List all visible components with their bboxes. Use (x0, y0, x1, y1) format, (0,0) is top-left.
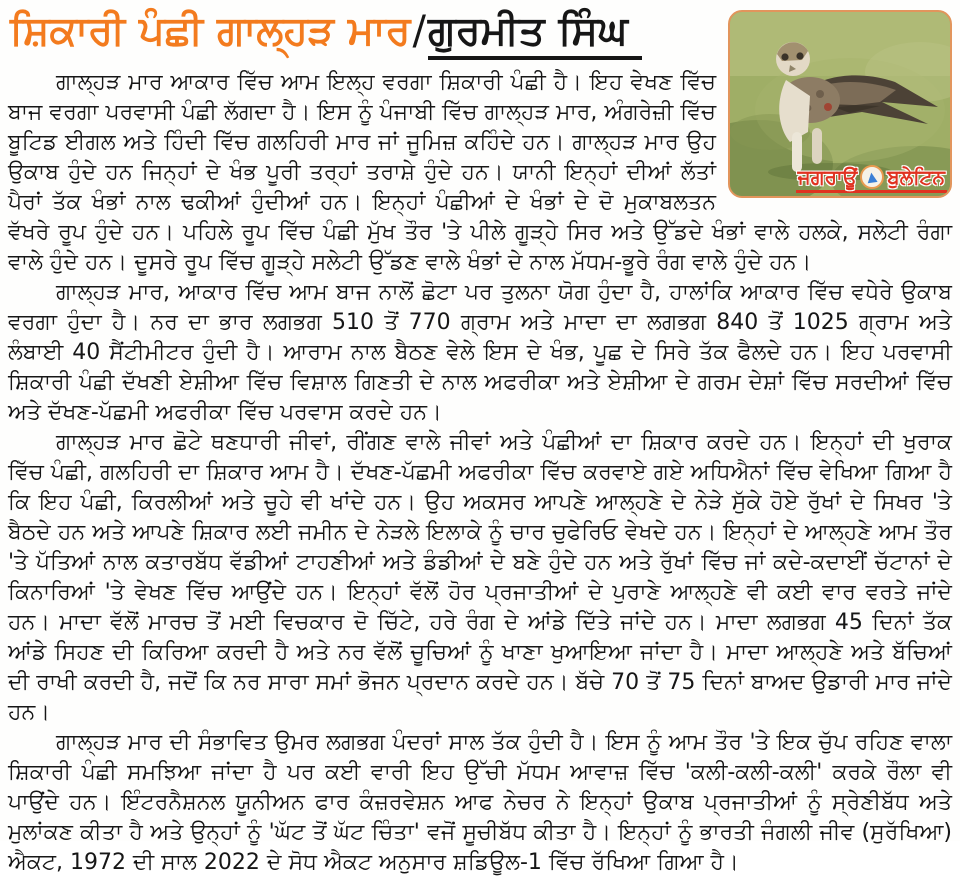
body-paragraph-3: ਗਾਲ੍ਹੜ ਮਾਰ ਛੋਟੇ ਥਣਧਾਰੀ ਜੀਵਾਂ, ਰੀਂਗਣ ਵਾਲੇ ਜੀਵਾਂ ਅਤੇ ਪੰਛੀਆਂ ਦਾ ਸ਼ਿਕਾਰ ਕਰਦੇ ਹਨ। ਇਨ੍ਹਾਂ ਦੀ ਖੁਰਾਕ ਵਿੱਚ ਪੰਛੀ, ਗਲਹਿਰੀ ਦਾ ਸ਼ਿਕਾਰ ਆਮ ਹੈ। ਦੱਖਣ-ਪੱਛਮੀ ਅਫਰੀਕਾ ਵਿੱਚ ਕਰਵਾਏ ਗਏ ਅਧਿਐਨਾਂ ਵਿੱਚ ਵੇਖਿਆ ਗਿਆ ਹੈ ਕਿ ਇਹ ਪੰਛੀ, ਕਿਰਲੀਆਂ ਅਤੇ ਚੂਹੇ ਵੀ ਖਾਂਦੇ ਹਨ। ਉਹ ਅਕਸਰ ਆਪਣੇ ਆਲ੍ਹਣੇ ਦੇ ਨੇੜੇ ਸੁੱਕੇ ਹੋਏ ਰੁੱਖਾਂ ਦੇ ਸਿਖਰ 'ਤੇ ਬੈਠਦੇ ਹਨ ਅਤੇ ਆਪਣੇ ਸ਼ਿਕਾਰ ਲਈ ਜਮੀਨ ਦੇ ਨੇੜਲੇ ਇਲਾਕੇ ਨੂੰ ਚਾਰ ਚੁਫੇਰਿਓ ਵੇਖਦੇ ਹਨ। ਇਨ੍ਹਾਂ ਦੇ ਆਲ੍ਹਣੇ ਆਮ ਤੌਰ 'ਤੇ ਪੱਤਿਆਂ ਨਾਲ ਕਤਾਰਬੱਧ ਵੱਡੀਆਂ ਟਾਹਣੀਆਂ ਅਤੇ ਡੰਡੀਆਂ ਦੇ ਬਣੇ ਹੁੰਦੇ ਹਨ ਅਤੇ ਰੁੱਖਾਂ ਵਿੱਚ ਜਾਂ ਕਦੇ-ਕਦਾਈਂ ਚੱਟਾਨਾਂ ਦੇ ਕਿਨਾਰਿਆਂ 'ਤੇ ਵੇਖਣ ਵਿੱਚ ਆਉਂਦੇ ਹਨ। ਇਨ੍ਹਾਂ ਵੱਲੋਂ ਹੋਰ ਪ੍ਰਜਾਤੀਆਂ ਦੇ ਪੁਰਾਣੇ ਆਲ੍ਹਣੇ ਵੀ ਕਈ ਵਾਰ ਵਰਤੇ ਜਾਂਦੇ ਹਨ। ਮਾਦਾ ਵੱਲੋਂ ਮਾਰਚ ਤੋਂ ਮਈ ਵਿਚਕਾਰ ਦੋ ਚਿੱਟੇ, ਹਰੇ ਰੰਗ ਦੇ ਆਂਡੇ ਦਿੱਤੇ ਜਾਂਦੇ ਹਨ। ਮਾਦਾ ਲਗਭਗ 45 ਦਿਨਾਂ ਤੱਕ ਆਂਡੇ ਸਿਹਣ ਦੀ ਕਿਰਿਆ ਕਰਦੀ ਹੈ ਅਤੇ ਨਰ ਵੱਲੋਂ ਚੂਚਿਆਂ ਨੂੰ ਖਾਣਾ ਖੁਆਇਆ ਜਾਂਦਾ ਹੈ। ਮਾਦਾ ਆਲ੍ਹਣੇ ਅਤੇ ਬੱਚਿਆਂ ਦੀ ਰਾਖੀ ਕਰਦੀ ਹੈ, ਜਦੋਂ ਕਿ ਨਰ ਸਾਰਾ ਸਮਾਂ ਭੋਜਨ ਪ੍ਰਦਾਨ ਕਰਦੇ ਹਨ। ਬੱਚੇ 70 ਤੋਂ 75 ਦਿਨਾਂ ਬਾਅਦ ਉਡਾਰੀ ਮਾਰ ਜਾਂਦੇ ਹਨ। (8, 430, 952, 725)
headline-separator: / (412, 8, 426, 54)
headline-title: ਸ਼ਿਕਾਰੀ ਪੰਛੀ ਗਾਲ੍ਹੜ ਮਾਰ (10, 8, 411, 54)
watermark-text-left: ਜਗਰਾਊਂ (797, 165, 858, 189)
body-paragraph-1: ਗਾਲ੍ਹੜ ਮਾਰ ਆਕਾਰ ਵਿੱਚ ਆਮ ਇਲ੍ਹ ਵਰਗਾ ਸ਼ਿਕਾਰੀ ਪੰਛੀ ਹੈ। ਇਹ ਵੇਖਣ ਵਿੱਚ ਬਾਜ ਵਰਗਾ ਪਰਵਾਸੀ ਪੰਛੀ ਲੱਗਦਾ ਹੈ। ਇਸ ਨੂੰ ਪੰਜਾਬੀ ਵਿੱਚ ਗਾਲ੍ਹੜ ਮਾਰ, ਅੰਗਰੇਜ਼ੀ ਵਿੱਚ ਬੂਟਿਡ ਈਗਲ ਅਤੇ ਹਿੰਦੀ ਵਿੱਚ ਗਲਹਿਰੀ ਮਾਰ ਜਾਂ ਜੂਮਿਜ਼ ਕਹਿੰਦੇ ਹਨ। ਗਾਲ੍ਹੜ ਮਾਰ ਉਹ ਉਕਾਬ ਹੁੰਦੇ ਹਨ ਜਿਨ੍ਹਾਂ ਦੇ ਖੰਭ ਪੂਰੀ ਤਰ੍ਹਾਂ ਤਰਾਸ਼ੇ ਹੁੰਦੇ ਹਨ। ਯਾਨੀ ਇਨ੍ਹਾਂ ਦੀਆਂ ਲੱਤਾਂ ਪੈਰਾਂ ਤੱਕ ਖੰਭਾਂ ਨਾਲ ਢਕੀਆਂ ਹੁੰਦੀਆਂ ਹਨ। ਇਨ੍ਹਾਂ ਪੰਛੀਆਂ ਦੇ ਖੰਭਾਂ ਦੇ ਦੋ ਮੁਕਾਬਲਤਨ ਵੱਖਰੇ ਰੂਪ ਹੁੰਦੇ ਹਨ। ਪਹਿਲੇ ਰੂਪ ਵਿੱਚ ਪੰਛੀ ਮੁੱਖ ਤੌਰ 'ਤੇ ਪੀਲੇ ਗੂੜ੍ਹੇ ਸਿਰ ਅਤੇ ਉੱਡਦੇ ਖੰਭਾਂ ਵਾਲੇ ਹਲਕੇ, ਸਲੇਟੀ ਰੰਗਾ ਵਾਲੇ ਹੁੰਦੇ ਹਨ। ਦੂਸਰੇ ਰੂਪ ਵਿੱਚ ਗੂੜ੍ਹੇ ਸਲੇਟੀ ਉੱਡਣ ਵਾਲੇ ਖੰਭਾਂ ਦੇ ਨਾਲ ਮੱਧਮ-ਭੂਰੇ ਰੰਗ ਵਾਲੇ ਹੁੰਦੇ ਹਨ। (8, 70, 952, 275)
bird-photo (728, 10, 952, 198)
body-paragraph-2: ਗਾਲ੍ਹੜ ਮਾਰ, ਆਕਾਰ ਵਿੱਚ ਆਮ ਬਾਜ ਨਾਲੋਂ ਛੋਟਾ ਪਰ ਤੁਲਨਾ ਯੋਗ ਹੁੰਦਾ ਹੈ, ਹਾਲਾਂਕਿ ਆਕਾਰ ਵਿੱਚ ਵਧੇਰੇ ਉਕਾਬ ਵਰਗਾ ਹੁੰਦਾ ਹੈ। ਨਰ ਦਾ ਭਾਰ ਲਗਭਗ 510 ਤੋਂ 770 ਗ੍ਰਾਮ ਅਤੇ ਮਾਦਾ ਦਾ ਲਗਭਗ 840 ਤੋਂ 1025 ਗ੍ਰਾਮ ਅਤੇ ਲੰਬਾਈ 40 ਸੈਂਟੀਮੀਟਰ ਹੁੰਦੀ ਹੈ। ਆਰਾਮ ਨਾਲ ਬੈਠਣ ਵੇਲੇ ਇਸ ਦੇ ਖੰਭ, ਪੂਛ ਦੇ ਸਿਰੇ ਤੱਕ ਫੈਲਦੇ ਹਨ। ਇਹ ਪਰਵਾਸੀ ਸ਼ਿਕਾਰੀ ਪੰਛੀ ਦੱਖਣੀ ਏਸ਼ੀਆ ਵਿੱਚ ਵਿਸ਼ਾਲ ਗਿਣਤੀ ਦੇ ਨਾਲ ਅਫਰੀਕਾ ਅਤੇ ਏਸ਼ੀਆ ਦੇ ਗਰਮ ਦੇਸ਼ਾਂ ਵਿੱਚ ਸਰਦੀਆਂ ਵਿੱਚ ਅਤੇ ਦੱਖਣ-ਪੱਛਮੀ ਅਫਰੀਕਾ ਵਿੱਚ ਪਰਵਾਸ ਕਰਦੇ ਹਨ। (8, 280, 952, 425)
jagraon-bulletin-watermark (796, 165, 947, 193)
watermark-text-right: ਬੁਲੇਟਿਨ (887, 165, 945, 189)
body-paragraph-4: ਗਾਲ੍ਹੜ ਮਾਰ ਦੀ ਸੰਭਾਵਿਤ ਉਮਰ ਲਗਭਗ ਪੰਦਰਾਂ ਸਾਲ ਤੱਕ ਹੁੰਦੀ ਹੈ। ਇਸ ਨੂੰ ਆਮ ਤੌਰ 'ਤੇ ਇਕ ਚੁੱਪ ਰਹਿਣ ਵਾਲਾ ਸ਼ਿਕਾਰੀ ਪੰਛੀ ਸਮਝਿਆ ਜਾਂਦਾ ਹੈ ਪਰ ਕਈ ਵਾਰੀ ਇਹ ਉੱਚੀ ਮੱਧਮ ਆਵਾਜ਼ ਵਿੱਚ 'ਕਲੀ-ਕਲੀ-ਕਲੀ' ਕਰਕੇ ਰੌਲਾ ਵੀ ਪਾਉਂਦੇ ਹਨ। ਇੰਟਰਨੈਸ਼ਨਲ ਯੂਨੀਅਨ ਫਾਰ ਕੰਜ਼ਰਵੇਸ਼ਨ ਆਫ ਨੇਚਰ ਨੇ ਇਨ੍ਹਾਂ ਉਕਾਬ ਪ੍ਰਜਾਤੀਆਂ ਨੂੰ ਸ੍ਰੇਣੀਬੱਧ ਅਤੇ ਮੁਲਾਂਕਣ ਕੀਤਾ ਹੈ ਅਤੇ ਉਨ੍ਹਾਂ ਨੂੰ 'ਘੱਟ ਤੋਂ ਘੱਟ ਚਿੰਤਾ' ਵਜੋਂ ਸੂਚੀਬੱਧ ਕੀਤਾ ਹੈ। ਇਨ੍ਹਾਂ ਨੂੰ ਭਾਰਤੀ ਜੰਗਲੀ ਜੀਵ (ਸੁਰੱਖਿਆ) ਐਕਟ, 1972 ਦੀ ਸਾਲ 2022 ਦੇ ਸੋਧ ਐਕਟ ਅਨੁਸਾਰ ਸ਼ਡਿਊਲ-1 ਵਿੱਚ ਰੱਖਿਆ ਗਿਆ ਹੈ। (8, 730, 952, 875)
bulletin-logo-icon: ▲ (860, 165, 884, 189)
headline-author: ਗੁਰਮੀਤ ਸਿੰਘ (428, 8, 642, 60)
